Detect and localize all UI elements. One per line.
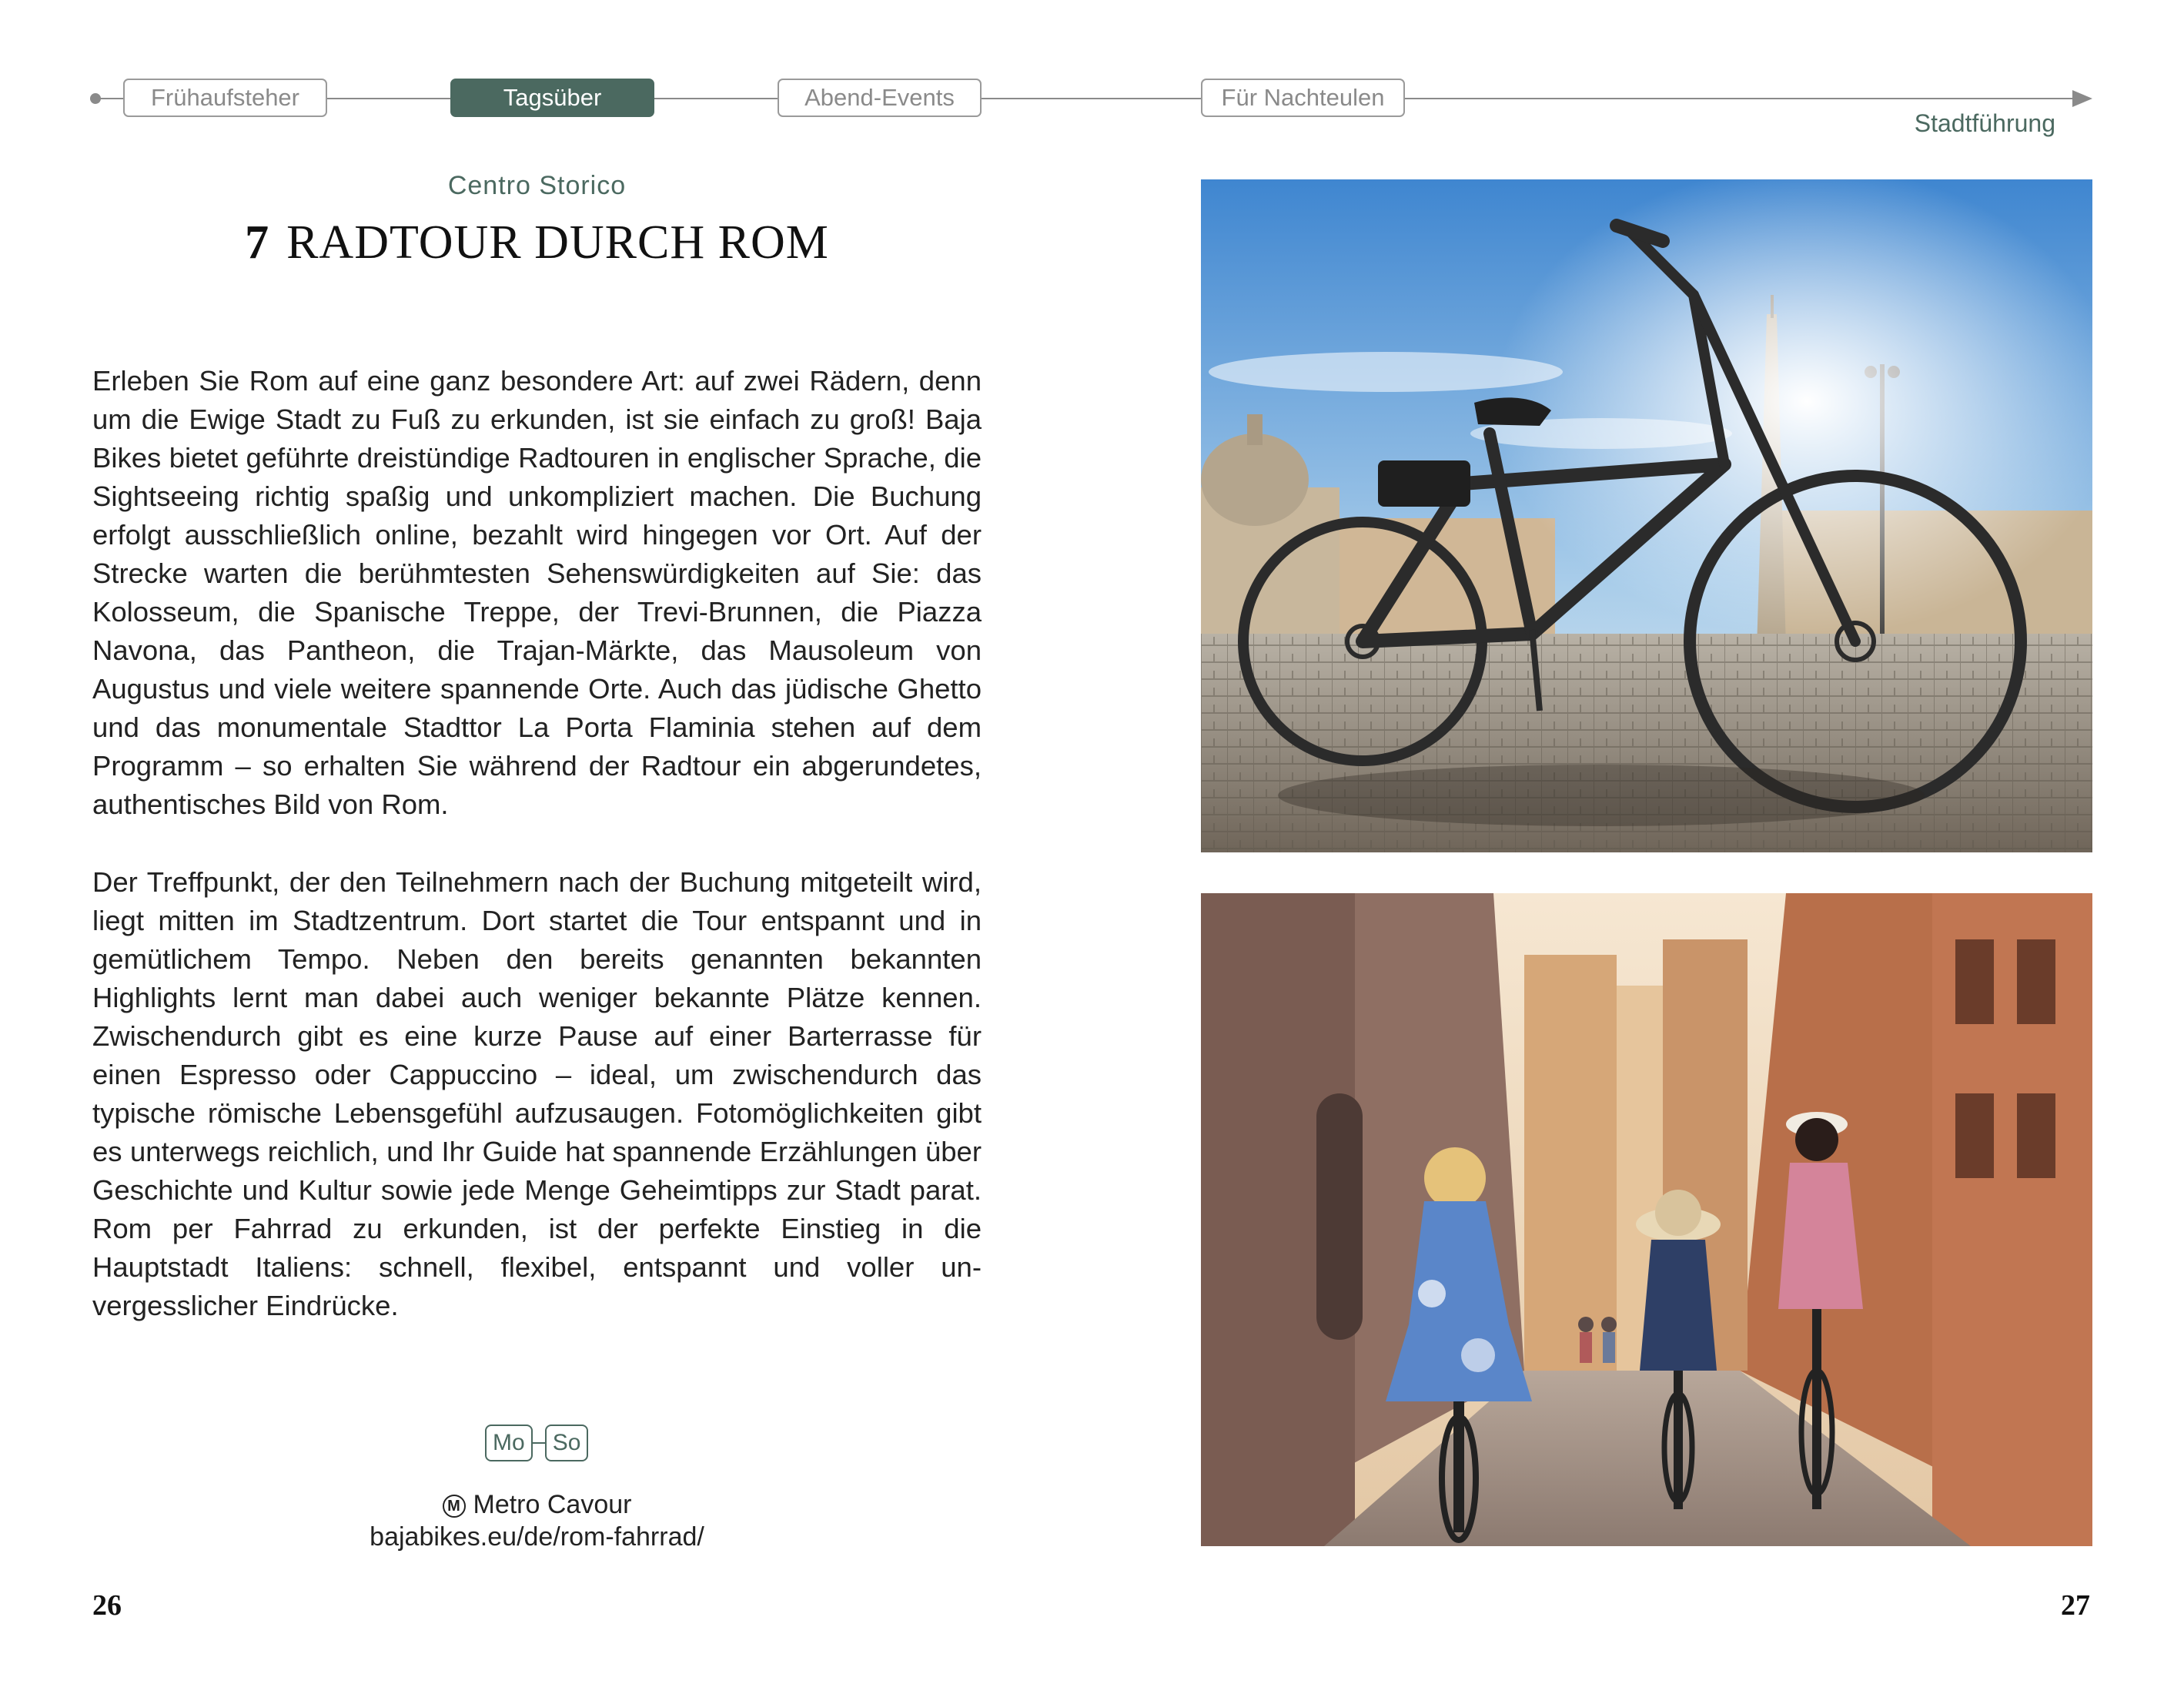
tab-abend-events[interactable]: Abend-Events — [778, 79, 982, 117]
metro-station: Cavour — [547, 1490, 632, 1519]
photo-bicycle-piazza — [1201, 179, 2092, 852]
category-label: Stadtführung — [1914, 109, 2055, 137]
district-label: Centro Storico — [447, 171, 627, 200]
opening-days — [485, 1425, 588, 1461]
photo-women-cycling-street — [1201, 893, 2092, 1546]
day-range-dash — [533, 1442, 545, 1444]
article-title — [92, 216, 982, 270]
timeline-line — [95, 98, 2074, 99]
timeline-start-dot — [90, 93, 101, 104]
transport-info — [92, 1490, 982, 1520]
timeline-arrow-icon — [2072, 90, 2092, 107]
day-from-badge: Mo — [485, 1425, 533, 1461]
day-to-badge: So — [545, 1425, 589, 1461]
tab-tagsueber[interactable]: Tagsüber — [450, 79, 654, 117]
metro-icon: M — [443, 1495, 466, 1518]
tab-fruehaufsteher[interactable]: Frühaufsteher — [123, 79, 327, 117]
page-number-right: 27 — [2061, 1589, 2090, 1622]
article-title-text: RADTOUR DURCH ROM — [286, 216, 829, 269]
tab-fuer-nachteulen[interactable]: Für Nachteulen — [1201, 79, 1405, 117]
body-paragraph-2: Der Treffpunkt, der den Teilnehmern nach der Buchung mitgeteilt wird, liegt mitten im Stadtzentrum. Dort startet die Tour entspannt und in gemütlichem Tempo. Neben den bereits genannten bekannten Highlights lernt man dabei auch weniger bekannte Plätze kennen. Zwischendurch gibt es eine kurze Pause auf einer Barterrasse für einen Espresso oder Cappuccino – ideal, um zwischendurch das typische römische Lebensgefühl aufzusaugen. Fotomöglichkeiten gibt es unterwegs reichlich, und Ihr Guide hat spannende Erzählungen über Geschichte und Kultur sowie jede Menge Geheimtipps zur Stadt parat. Rom per Fahrrad zu erkunden, ist der perfekte Einstieg in die Hauptstadt Italiens: schnell, flexibel, entspannt und voller unvergesslicher Eindrücke. — [92, 866, 982, 1321]
page-number-left: 26 — [92, 1589, 122, 1622]
article-number: 7 — [245, 216, 270, 269]
body-paragraph-1: Erleben Sie Rom auf eine ganz besondere Art: auf zwei Rädern, denn um die Ewige Stadt zu Fuß zu erkunden, ist sie einfach zu groß! Baja Bikes bietet geführte dreistündige Radtouren in englischer Sprache, die Sightseeing richtig spaßig und unkompliziert machen. Die Buchung erfolgt ausschließlich online, bezahlt wird hingegen vor Ort. Auf der Strecke warten die berühmtesten Sehenswürdigkeiten auf Sie: das Kolosseum, die Spanische Treppe, der Trevi-Brunnen, die Piazza Navona, das Pantheon, die Trajan-Märkte, das Mausoleum von Augustus und viele weitere spannende Orte. Auch das jüdische Ghetto und das monumentale Stadttor La Porta Flaminia stehen auf dem Programm – so erhalten Sie während der Radtour ein abgerundetes, authentisches Bild von Rom. — [92, 365, 982, 820]
metro-label: Metro — [473, 1490, 540, 1519]
website-link[interactable]: bajabikes.eu/de/rom-fahrrad/ — [370, 1522, 704, 1552]
